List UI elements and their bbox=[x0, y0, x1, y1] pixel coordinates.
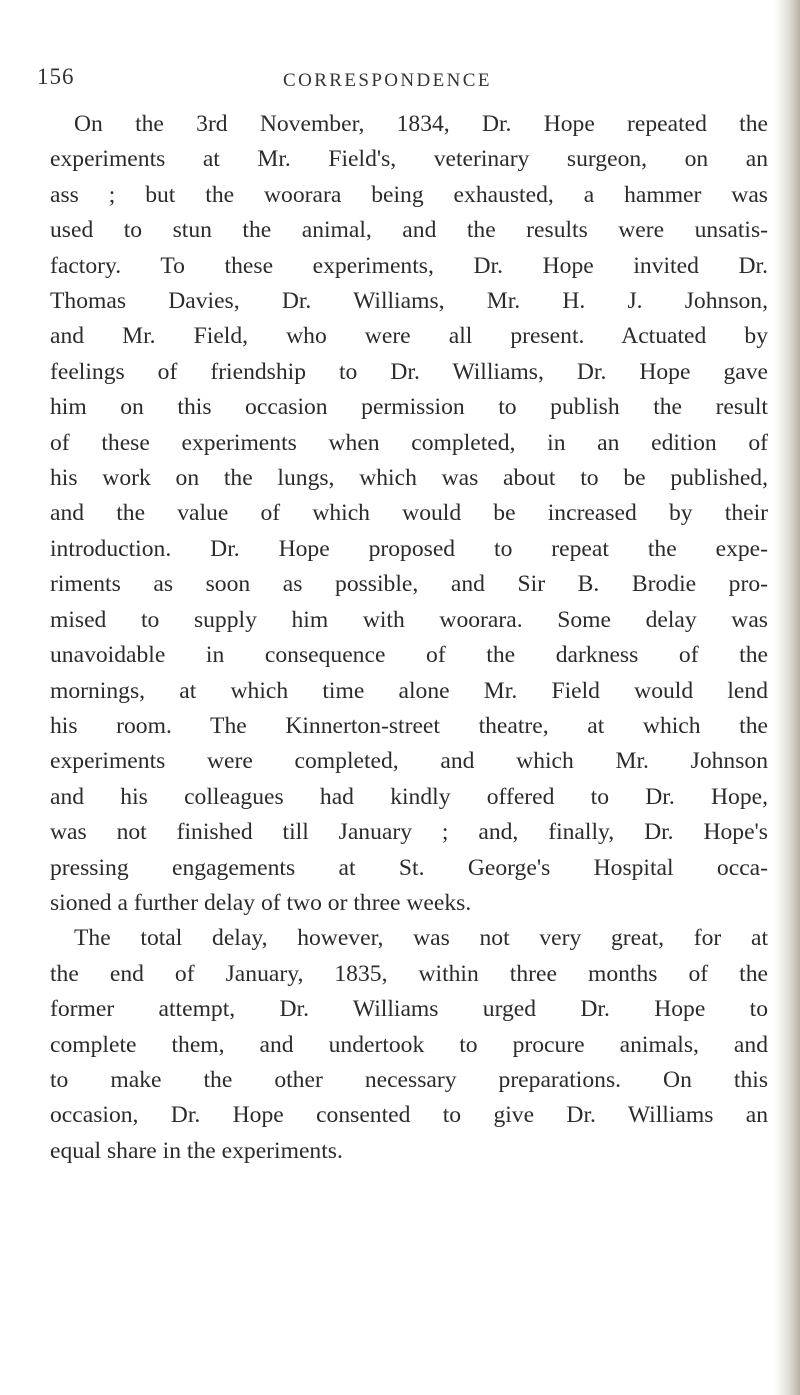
text-line: mised to supply him with woorara. Some delay was bbox=[50, 606, 768, 633]
text-line: The total delay, however, was not very great, for at bbox=[74, 925, 768, 952]
text-line: riments as soon as possible, and Sir B. Brodie pro- bbox=[50, 571, 768, 598]
text-line: complete them, and undertook to procure animals, and bbox=[50, 1031, 768, 1058]
text-line: pressing engagements at St. George's Hospital occa- bbox=[50, 854, 768, 881]
text-line: and his colleagues had kindly offered to Dr. Hope, bbox=[50, 783, 768, 810]
text-line: used to stun the animal, and the results were unsatis- bbox=[50, 217, 768, 244]
body-text bbox=[50, 107, 768, 1169]
text-line: Thomas Davies, Dr. Williams, Mr. H. J. Johnson, bbox=[50, 288, 768, 315]
text-line: and Mr. Field, who were all present. Actuated by bbox=[50, 323, 768, 350]
text-line: experiments at Mr. Field's, veterinary surgeon, on an bbox=[50, 146, 768, 173]
text-line: occasion, Dr. Hope consented to give Dr. Williams an bbox=[50, 1102, 768, 1129]
text-line: introduction. Dr. Hope proposed to repeat the expe- bbox=[50, 535, 768, 562]
page-number: 156 bbox=[37, 64, 75, 89]
text-line: the end of January, 1835, within three months of the bbox=[50, 960, 768, 987]
text-line: sioned a further delay of two or three weeks. bbox=[50, 889, 472, 916]
text-line: feelings of friendship to Dr. Williams, Dr. Hope gave bbox=[50, 358, 768, 385]
paragraph-1 bbox=[50, 107, 768, 921]
text-line: of these experiments when completed, in an edition of bbox=[50, 429, 768, 456]
text-line: factory. To these experiments, Dr. Hope invited Dr. bbox=[50, 252, 768, 279]
text-line: former attempt, Dr. Williams urged Dr. Hope to bbox=[50, 996, 768, 1023]
text-line: to make the other necessary preparations. On this bbox=[50, 1066, 768, 1093]
text-line: ass ; but the woorara being exhausted, a hammer was bbox=[50, 181, 768, 208]
text-line: mornings, at which time alone Mr. Field would lend bbox=[50, 677, 768, 704]
binding-shadow bbox=[774, 0, 800, 1395]
text-line: and the value of which would be increased by their bbox=[50, 500, 768, 527]
running-head: CORRESPONDENCE bbox=[283, 70, 492, 91]
text-line: equal share in the experiments. bbox=[50, 1137, 343, 1164]
text-line: unavoidable in consequence of the darkness of the bbox=[50, 642, 768, 669]
paragraph-2 bbox=[50, 921, 768, 1169]
text-line: his room. The Kinnerton-street theatre, at which the bbox=[50, 712, 768, 739]
text-line: his work on the lungs, which was about to be published, bbox=[50, 465, 768, 492]
text-line: him on this occasion permission to publish the result bbox=[50, 394, 768, 421]
text-line: On the 3rd November, 1834, Dr. Hope repeated the bbox=[74, 111, 768, 137]
text-line: was not finished till January ; and, finally, Dr. Hope's bbox=[50, 819, 768, 846]
text-line: experiments were completed, and which Mr. Johnson bbox=[50, 748, 768, 775]
